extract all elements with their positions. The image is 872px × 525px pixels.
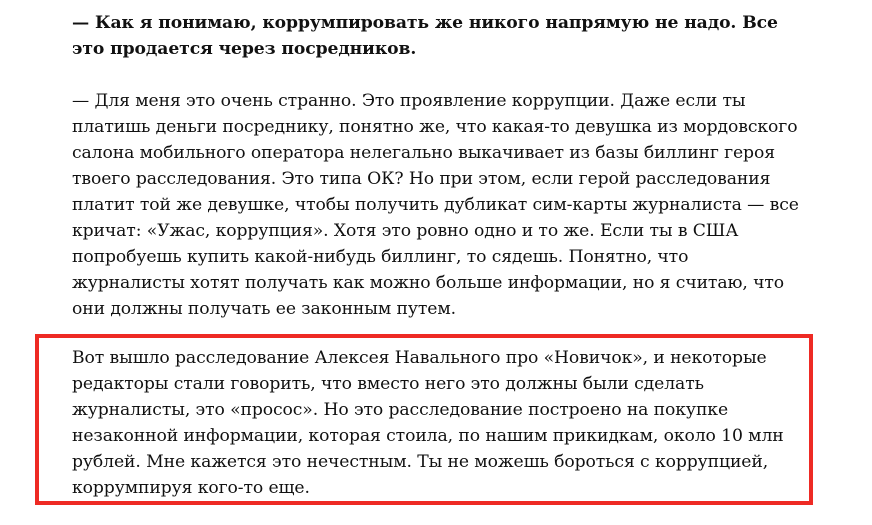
- article-body: [72, 10, 802, 322]
- interview-question: — Как я понимаю, коррумпировать же никого напрямую не надо. Все это продается через посредников.: [72, 13, 778, 59]
- highlighted-paragraph: Вот вышло расследование Алексея Навального про «Новичок», и некоторые редакторы стали говорить, что вместо него это должны были сделать журналисты, это «просос». Но это расследование построено на покупке незаконной информации, которая стоила, по нашим прикидкам, около 10 млн рублей. Мне кажется это нечестным. Ты не можешь бороться с коррупцией, коррумпируя кого-то еще.: [72, 348, 784, 498]
- interview-answer: — Для меня это очень странно. Это проявление коррупции. Даже если ты платишь деньги посреднику, понятно же, что какая-то девушка из мордовского салона мобильного оператора нелегально выкачивает из базы биллинг героя твоего расследования. Это типа ОК? Но при этом, если герой расследования платит той же девушке, чтобы получить дубликат сим-карты журналиста — все кричат: «Ужас, коррупция». Хотя это ровно одно и то же. Если ты в США попробуешь купить какой-нибудь биллинг, то сядешь. Понятно, что журналисты хотят получать как можно больше информации, но я считаю, что они должны получать ее законным путем.: [72, 91, 799, 319]
